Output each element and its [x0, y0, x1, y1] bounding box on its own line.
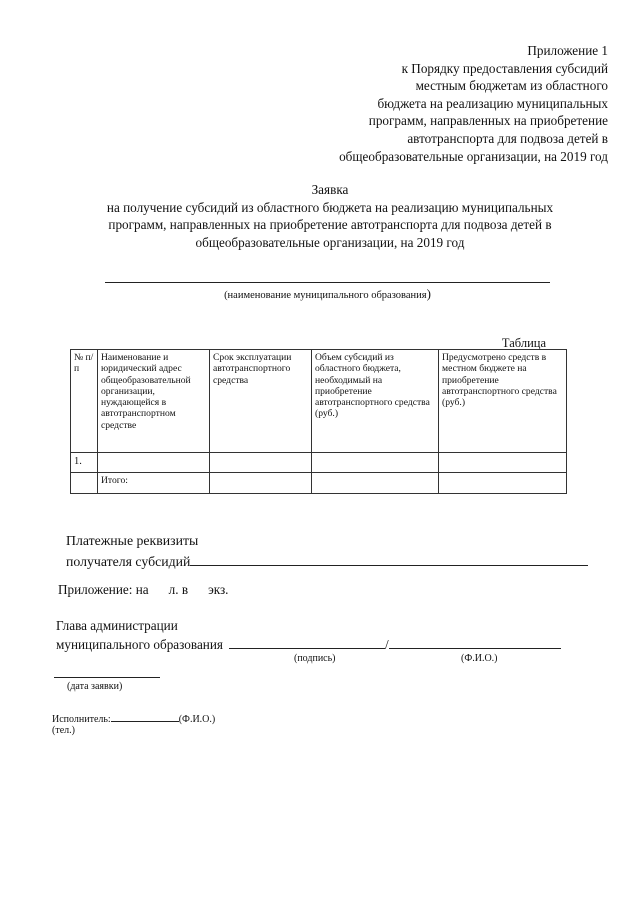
document-title	[60, 181, 600, 251]
municipality-name-field[interactable]	[105, 282, 550, 283]
appendix-line: Приложение 1	[527, 43, 608, 58]
payment-line: Платежные реквизиты	[66, 533, 199, 548]
payment-details-field[interactable]	[190, 551, 588, 566]
name-caption: (Ф.И.О.)	[461, 653, 498, 664]
row-number: 1.	[71, 453, 98, 473]
table-cell[interactable]	[210, 453, 312, 473]
table-total-row	[71, 473, 567, 494]
title-line: на получение субсидий из областного бюджета на реализацию муниципальных	[106, 199, 554, 215]
table-cell[interactable]	[312, 473, 439, 494]
appendix-line: к Порядку предоставления субсидий	[401, 60, 608, 76]
table-cell[interactable]	[312, 453, 439, 473]
table-cell[interactable]	[439, 453, 567, 473]
signature-caption: (подпись)	[294, 653, 336, 664]
appendix-line: местным бюджетам из областного	[415, 78, 608, 94]
header-local-budget: Предусмотрено средств в местном бюджете на приобретение автотранспортного средства (руб.)	[439, 350, 567, 453]
payment-line: получателя субсидий	[66, 553, 191, 569]
table-cell[interactable]	[439, 473, 567, 494]
head-signature-block	[56, 617, 561, 653]
date-field[interactable]	[54, 677, 160, 678]
subsidy-table	[70, 349, 567, 494]
appendix-header	[248, 42, 608, 165]
table-cell[interactable]	[210, 473, 312, 494]
executor-field[interactable]	[111, 712, 179, 722]
signature-field[interactable]	[229, 635, 385, 649]
table-cell[interactable]	[98, 453, 210, 473]
appendix-line: программ, направленных на приобретение	[368, 113, 608, 129]
table-label: Таблица	[501, 336, 546, 350]
date-caption: (дата заявки)	[67, 681, 123, 692]
executor-line: Исполнитель: (Ф.И.О.)	[52, 714, 216, 725]
full-name-field[interactable]	[389, 635, 561, 649]
title-heading: Заявка	[311, 182, 349, 197]
header-subsidy-amount: Объем субсидий из областного бюджета, необходимый на приобретение автотранспортного средства (руб.)	[312, 350, 439, 453]
phone-caption: (тел.)	[52, 725, 75, 736]
header-number: № п/п	[71, 350, 98, 453]
total-label: Итого:	[98, 473, 210, 494]
table-cell	[71, 473, 98, 494]
table-header-row	[71, 350, 567, 453]
appendix-line: бюджета на реализацию муниципальных	[377, 95, 608, 111]
payment-details	[66, 532, 588, 571]
title-line: программ, направленных на приобретение автотранспорта для подвоза детей в	[108, 217, 552, 233]
table-row	[71, 453, 567, 473]
appendix-line: общеобразовательные организации, на 2019 год	[339, 148, 608, 164]
header-service-life: Срок эксплуатации автотранспортного средства	[210, 350, 312, 453]
attachment-line: Приложение: на л. в экз.	[58, 582, 229, 597]
head-title: Глава администрации	[56, 618, 178, 633]
municipality-caption: (наименование муниципального образования)	[224, 286, 431, 301]
title-line: общеобразовательные организации, на 2019 год	[195, 234, 465, 250]
head-title: муниципального образования	[56, 636, 223, 652]
separator: /	[384, 636, 389, 652]
appendix-line: автотранспорта для подвоза детей в	[407, 130, 608, 146]
header-organization: Наименование и юридический адрес общеобразовательной организации, нуждающейся в автотранспортном средстве	[98, 350, 210, 453]
